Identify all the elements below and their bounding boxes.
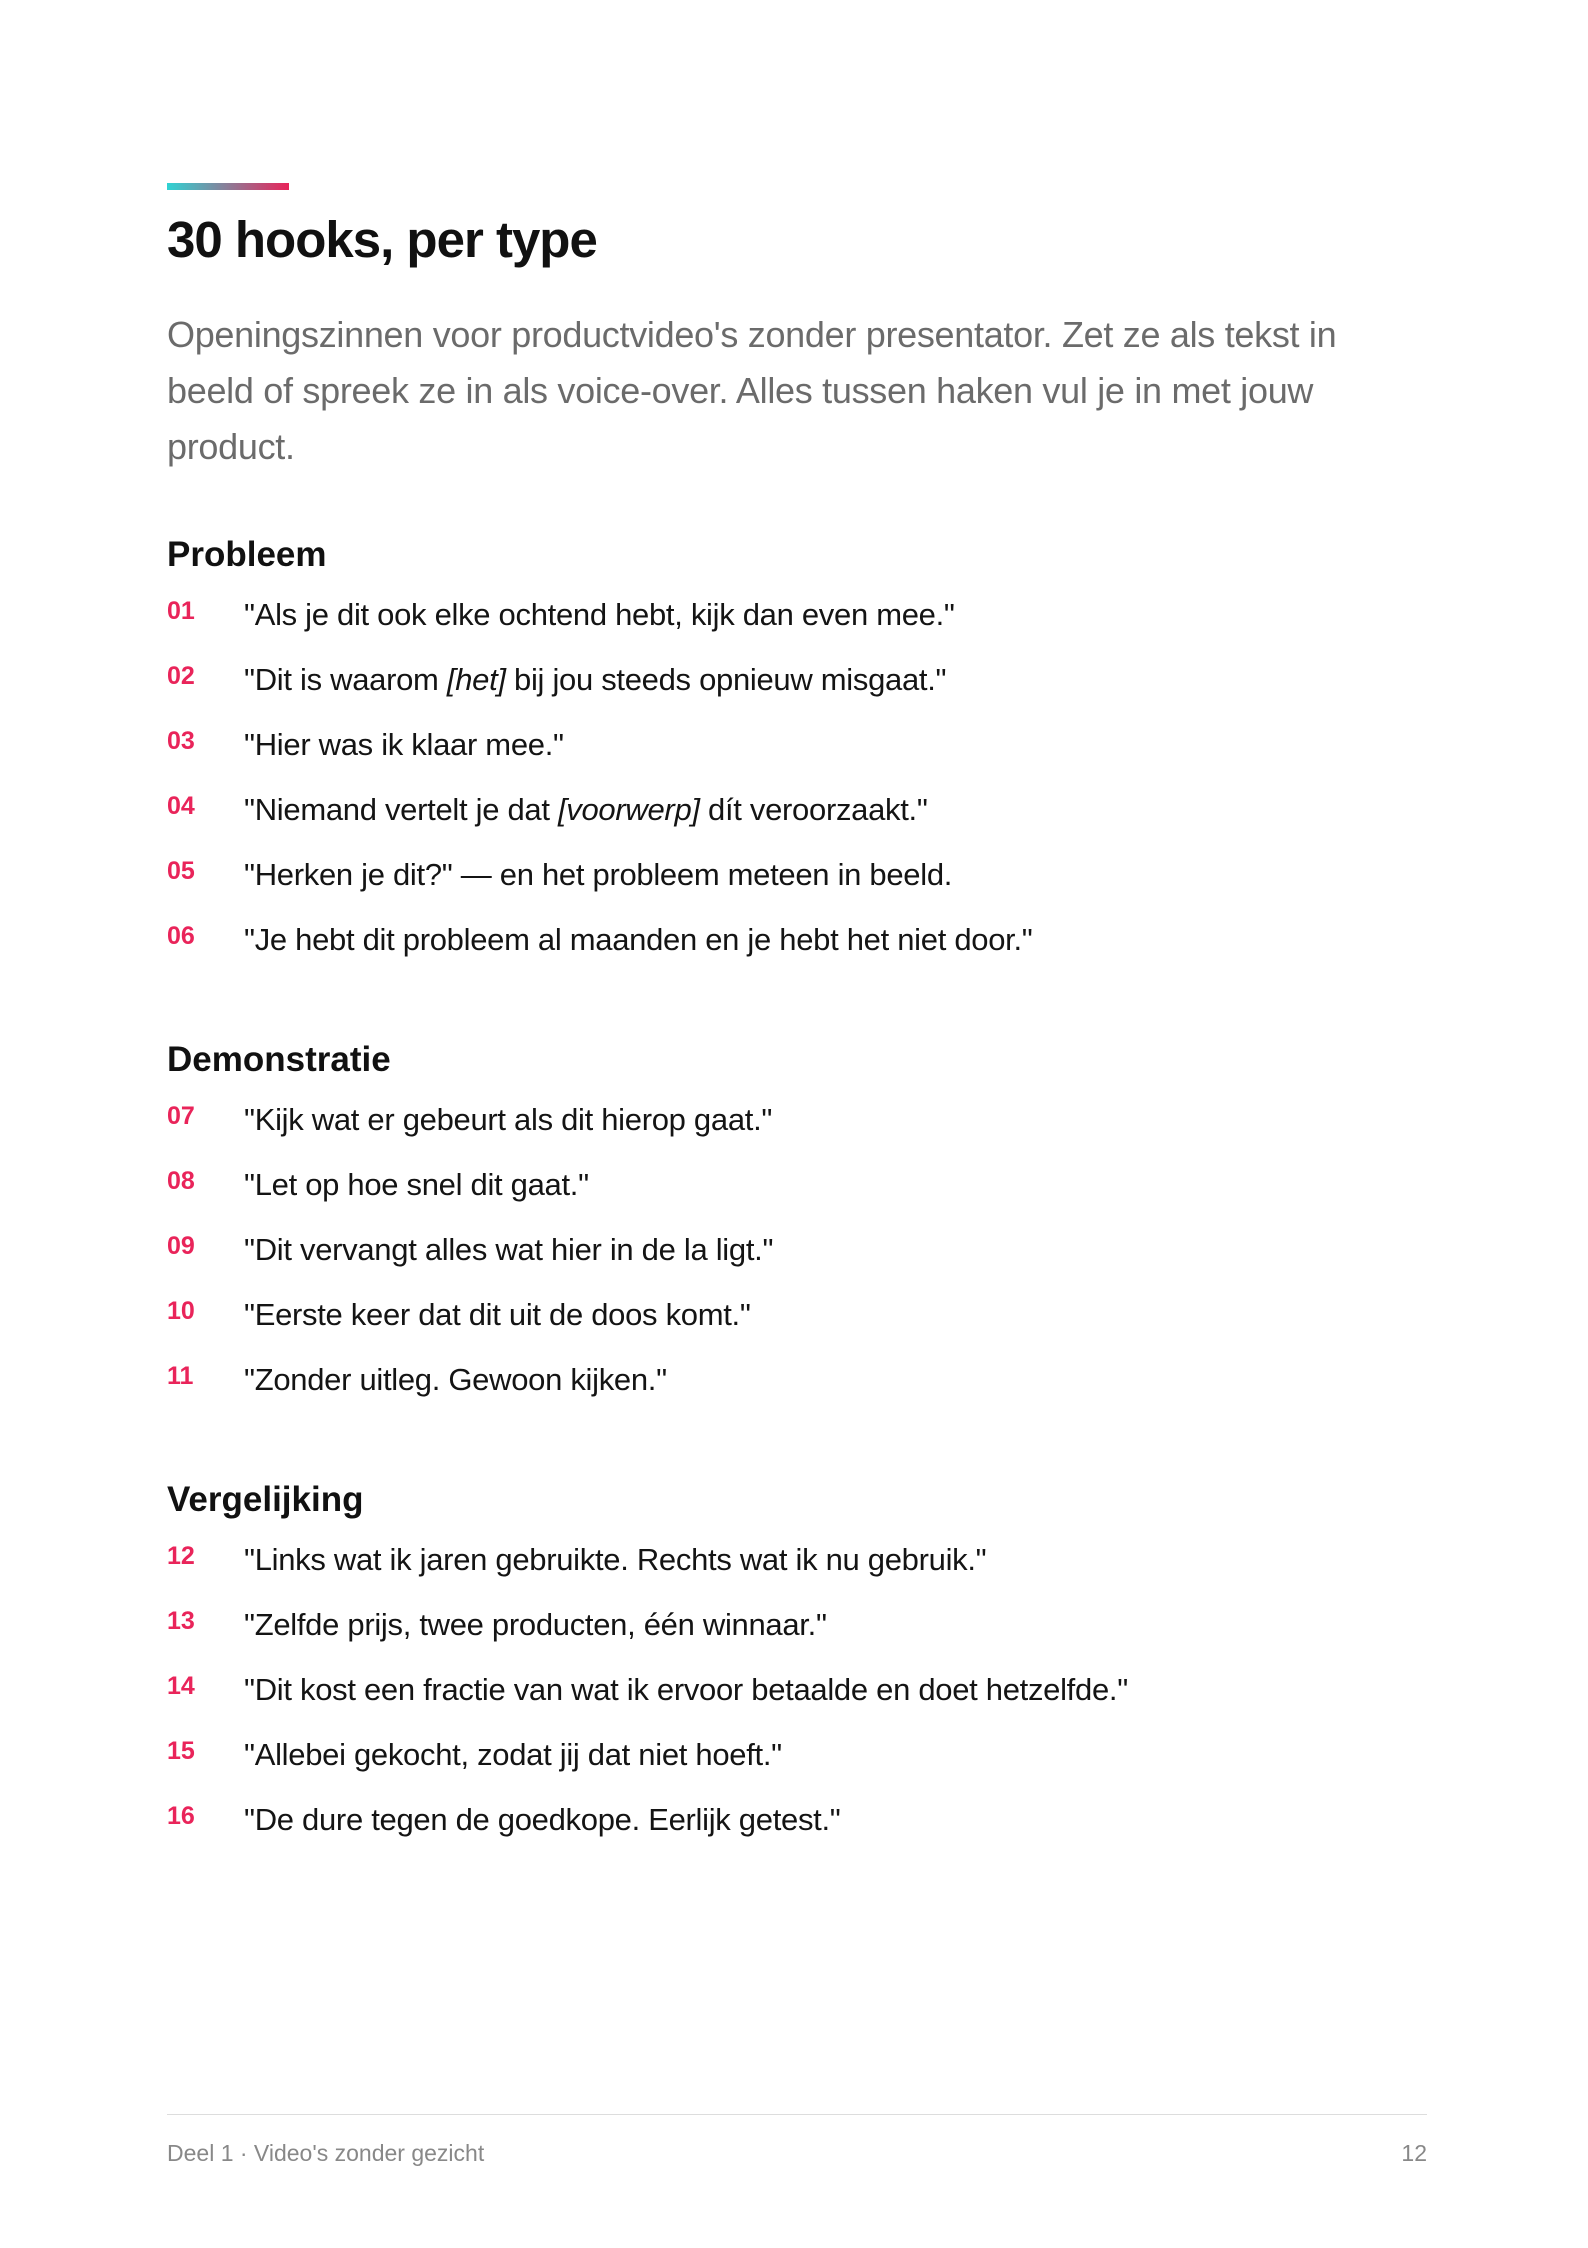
hook-item xyxy=(167,1167,1427,1232)
hook-number: 03 xyxy=(167,727,195,755)
hook-list xyxy=(167,1102,1427,1427)
hook-text xyxy=(244,1297,751,1333)
hook-item xyxy=(167,1542,1427,1607)
footer-divider xyxy=(167,2114,1427,2115)
hook-text-part: "Kijk wat er gebeurt als dit hierop gaat." xyxy=(244,1102,773,1137)
section-heading: Vergelijking xyxy=(167,1480,364,1519)
hook-item xyxy=(167,1607,1427,1672)
hook-text-part: "Dit vervangt alles wat hier in de la ligt." xyxy=(244,1232,774,1267)
hook-number: 08 xyxy=(167,1167,195,1195)
hook-text-part: "Als je dit ook elke ochtend hebt, kijk dan even mee." xyxy=(244,597,955,632)
hook-text-part: "Zelfde prijs, twee producten, één winnaar." xyxy=(244,1607,827,1642)
hook-text-part: "Allebei gekocht, zodat jij dat niet hoeft." xyxy=(244,1737,782,1772)
hook-number: 05 xyxy=(167,857,195,885)
hook-text xyxy=(244,1362,667,1398)
hook-number: 04 xyxy=(167,792,195,820)
hook-number: 10 xyxy=(167,1297,195,1325)
hook-text xyxy=(244,1672,1128,1708)
hook-text xyxy=(244,1542,986,1578)
hook-item xyxy=(167,857,1427,922)
hook-text xyxy=(244,1102,772,1138)
hook-item xyxy=(167,1362,1427,1427)
hook-number: 15 xyxy=(167,1737,195,1765)
hook-text xyxy=(244,597,955,633)
hook-number: 07 xyxy=(167,1102,195,1130)
hook-text-part: "Niemand vertelt je dat xyxy=(244,792,558,827)
hook-text xyxy=(244,1232,773,1268)
hook-text-part: "Dit kost een fractie van wat ik ervoor betaalde en doet hetzelfde." xyxy=(244,1672,1128,1707)
hook-text-part: "Dit is waarom xyxy=(244,662,447,697)
section-demonstratie xyxy=(167,1030,1427,1427)
intro-paragraph: Openingszinnen voor productvideo's zonder presentator. Zet ze als tekst in beeld of spreek ze in als voice-over. Alles tussen haken vul je in met jouw product. xyxy=(167,314,1337,467)
section-heading: Demonstratie xyxy=(167,1040,391,1079)
hook-text-part: "Hier was ik klaar mee." xyxy=(244,727,564,762)
hook-item xyxy=(167,1232,1427,1297)
hook-text xyxy=(244,662,946,698)
section-heading: Probleem xyxy=(167,535,327,574)
hook-text-part: "De dure tegen de goedkope. Eerlijk getest." xyxy=(244,1802,841,1837)
page-title: 30 hooks, per type xyxy=(167,211,597,268)
hook-text-part: "Je hebt dit probleem al maanden en je hebt het niet door." xyxy=(244,922,1033,957)
hook-item xyxy=(167,662,1427,727)
accent-bar xyxy=(167,183,289,190)
hook-number: 12 xyxy=(167,1542,195,1570)
hook-text xyxy=(244,922,1032,958)
hook-list xyxy=(167,1542,1427,1867)
hook-text-part: bij jou steeds opnieuw misgaat." xyxy=(505,662,947,697)
hook-item xyxy=(167,792,1427,857)
hook-text-part: "Herken je dit?" — en het probleem meteen in beeld. xyxy=(244,857,953,892)
page-number: 12 xyxy=(1401,2140,1427,2166)
hook-text-part: "Links wat ik jaren gebruikte. Rechts wat ik nu gebruik." xyxy=(244,1542,987,1577)
hook-list xyxy=(167,597,1427,987)
hook-text xyxy=(244,727,564,763)
hook-number: 06 xyxy=(167,922,195,950)
section-probleem xyxy=(167,525,1427,987)
hook-text xyxy=(244,1167,589,1203)
hook-text xyxy=(244,1737,782,1773)
hook-number: 09 xyxy=(167,1232,195,1260)
hook-number: 11 xyxy=(167,1362,194,1390)
hook-text xyxy=(244,1802,840,1838)
hook-text-part: "Let op hoe snel dit gaat." xyxy=(244,1167,589,1202)
hook-text xyxy=(244,792,928,828)
hook-text-part: "Eerste keer dat dit uit de doos komt." xyxy=(244,1297,751,1332)
hook-item xyxy=(167,1737,1427,1802)
hook-item xyxy=(167,727,1427,792)
hook-item xyxy=(167,1672,1427,1737)
hook-text xyxy=(244,857,952,893)
placeholder-text: [het] xyxy=(446,662,506,697)
hook-item xyxy=(167,922,1427,987)
hook-text-part: "Zonder uitleg. Gewoon kijken." xyxy=(244,1362,667,1397)
hook-number: 16 xyxy=(167,1802,195,1830)
hook-number: 02 xyxy=(167,662,195,690)
section-vergelijking xyxy=(167,1470,1427,1867)
hook-item xyxy=(167,597,1427,662)
hook-number: 14 xyxy=(167,1672,195,1700)
hook-number: 01 xyxy=(167,597,195,625)
hook-item xyxy=(167,1802,1427,1867)
hook-text xyxy=(244,1607,827,1643)
hook-item xyxy=(167,1102,1427,1167)
placeholder-text: [voorwerp] xyxy=(557,792,700,827)
hook-number: 13 xyxy=(167,1607,195,1635)
footer-chapter-label: Deel 1 · Video's zonder gezicht xyxy=(167,2140,485,2166)
hook-text-part: dít veroorzaakt." xyxy=(699,792,928,827)
hook-item xyxy=(167,1297,1427,1362)
document-page xyxy=(167,0,1427,2248)
